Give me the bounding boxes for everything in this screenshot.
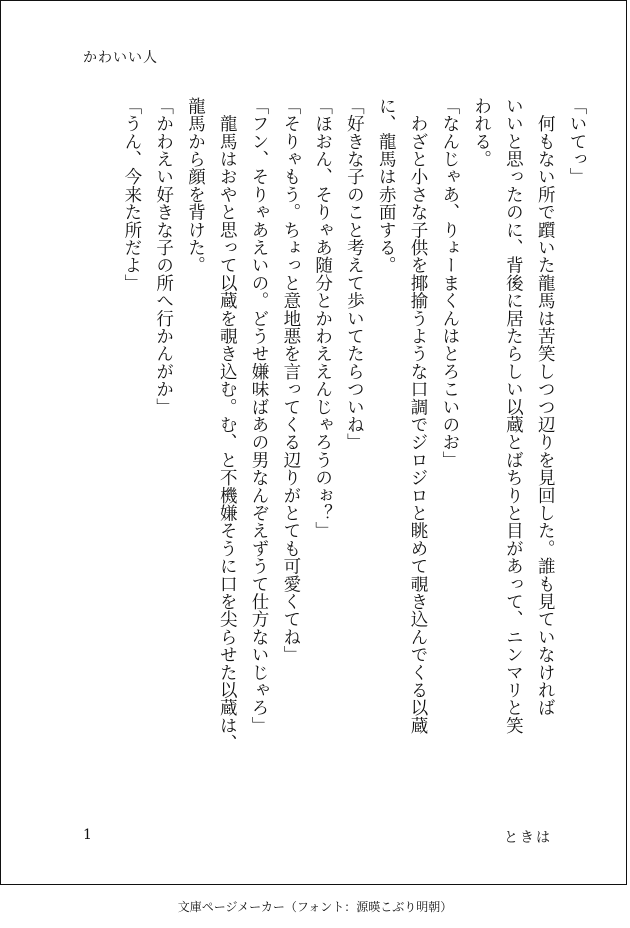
text-line: に、龍馬は赤面する。 xyxy=(376,97,397,274)
generator-caption: 文庫ページメーカー（フォント：源暎こぶり明朝） xyxy=(177,900,453,914)
text-line: いいと思ったのに、背後に居たらしい以蔵とばちりと目があって、ニンマリと笑 xyxy=(503,97,524,735)
text-line: 「かわえい好きな子の所へ行かんがか」 xyxy=(153,97,174,416)
text-line: 「フン、そりゃあえいの。どうせ嫌味ばあの男なんぞえずうて仕方ないじゃろ」 xyxy=(249,97,270,735)
page-number: 1 xyxy=(83,827,92,843)
text-line: 「好きな子のこと考えて歩いてたらついね」 xyxy=(344,97,365,451)
vertical-body-text xyxy=(92,97,592,817)
text-line: 龍馬から顔を背けた。 xyxy=(185,97,206,274)
text-line: われる。 xyxy=(471,97,492,168)
running-title: かわいい人 xyxy=(83,50,158,66)
text-line: 「そりゃもう。ちょっと意地悪を言ってくる辺りがとても可愛くてね」 xyxy=(280,97,301,664)
text-line: 「いてっ」 xyxy=(567,97,587,186)
text-line: 「なんじゃあ、りょーまくんはとろこいのお」 xyxy=(439,97,460,469)
text-line: わざと小さな子供を揶揄うような口調でジロジロと眺めて覗き込んでくる以蔵 xyxy=(408,97,429,735)
text-line: 龍馬はおやと思って以蔵を覗き込む。む、と不機嫌そうに口を尖らせた以蔵は、 xyxy=(217,97,238,752)
author-name: ときは xyxy=(504,830,552,846)
text-line: 「うん、今来た所だよ」 xyxy=(121,97,142,292)
text-line: 何もない所で躓いた龍馬は苦笑しつつ辺りを見回した。誰も見ていなければ xyxy=(535,97,556,717)
text-line: 「ほおん、そりゃあ随分とかわええんじゃろうのぉ？」 xyxy=(312,97,333,540)
